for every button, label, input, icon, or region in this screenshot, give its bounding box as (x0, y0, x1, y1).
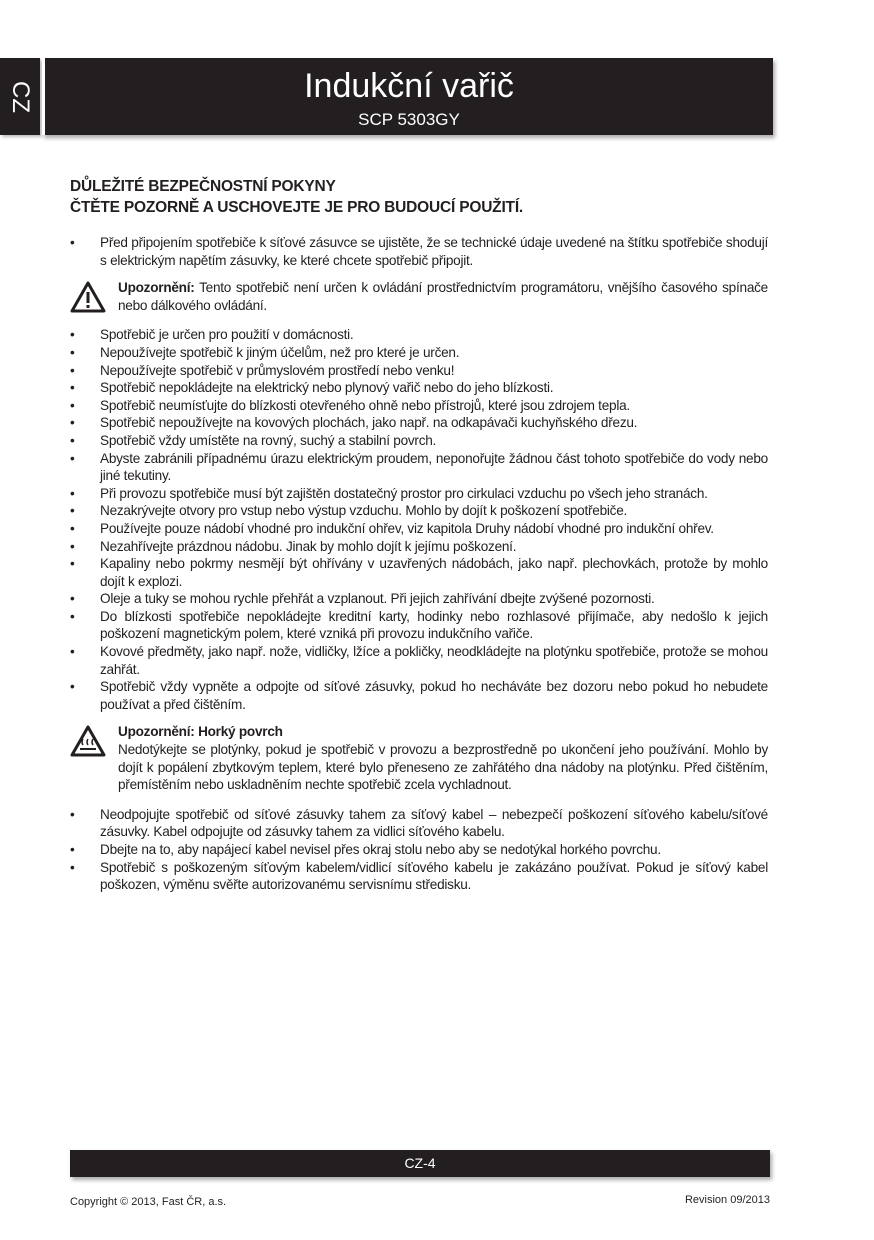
footer-bar (70, 1150, 770, 1177)
list-item-text: Spotřebič s poškozeným síťovým kabelem/vidlicí síťového kabelu je zakázáno používat. Pokud je síťový kabel poškozen, výměnu svěřte autorizovanému servisnímu středisku. (100, 859, 768, 893)
list-item-text: Kapaliny nebo pokrmy nesmějí být ohřívány v uzavřených nádobách, jako např. plechovkách, protože by mohlo dojít k explozi. (100, 556, 768, 589)
list-item (70, 344, 768, 362)
list-item (70, 397, 768, 415)
section-headings (70, 176, 523, 218)
list-item-text: Spotřebič nepoužívejte na kovových plochách, jako např. na odkapávači kuchyňského dřezu. (100, 415, 638, 431)
list-item (70, 806, 768, 841)
list-item (70, 859, 768, 894)
warning-text: Tento spotřebič není určen k ovládání prostřednictvím programátoru, vnějšího časového spínače nebo dálkového ovládání. (118, 280, 768, 313)
language-tab (0, 58, 40, 135)
list-item (70, 538, 768, 556)
language-code: CZ (7, 80, 34, 113)
bullet: • (70, 485, 75, 501)
list-item (70, 590, 768, 608)
list-item (70, 841, 768, 859)
bullet: • (70, 591, 75, 607)
hot-surface-icon (70, 725, 106, 757)
list-item (70, 362, 768, 380)
heading-read-carefully: ČTĚTE POZORNĚ A USCHOVEJTE JE PRO BUDOUCÍ POUŽITÍ. (70, 199, 524, 216)
bullet: • (70, 679, 75, 695)
list-item (70, 414, 768, 432)
warning-remote-control (70, 279, 768, 314)
bullet-list-3 (70, 806, 768, 894)
bullet: • (70, 520, 75, 536)
list-item-text: Do blízkosti spotřebiče nepokládejte kreditní karty, hodinky nebo rozhlasové přijímače, aby nedošlo k jejich poškození magnetickým polem, které vzniká při provozu indukčního vařiče. (100, 608, 768, 642)
list-item-text: Oleje a tuky se mohou rychle přehřát a vzplanout. Při jejich zahřívání dbejte zvýšené pozornosti. (100, 591, 655, 607)
bullet: • (70, 432, 75, 448)
bullet: • (70, 450, 75, 466)
bullet: • (70, 415, 75, 431)
bullet-list-1 (70, 234, 768, 269)
list-item-text: Spotřebič neumísťujte do blízkosti otevřeného ohně nebo přístrojů, které jsou zdrojem tepla. (100, 397, 630, 413)
bullet: • (70, 380, 75, 396)
warning-label: Upozornění: (118, 280, 195, 296)
bullet: • (70, 235, 75, 250)
list-item (70, 643, 768, 678)
bullet: • (70, 842, 75, 857)
bullet: • (70, 327, 75, 343)
bullet-list-2 (70, 326, 768, 713)
bullet: • (70, 556, 75, 572)
list-item-text: Nezakrývejte otvory pro vstup nebo výstup vzduchu. Mohlo by dojít k poškození spotřebiče. (100, 503, 628, 519)
bullet: • (70, 806, 75, 822)
copyright: Copyright © 2013, Fast ČR, a.s. (70, 1196, 227, 1208)
list-item-text: Spotřebič vždy umístěte na rovný, suchý a stabilní povrch. (100, 432, 437, 448)
bullet: • (70, 344, 75, 360)
list-item (70, 678, 768, 713)
list-item-text: Neodpojujte spotřebič od síťové zásuvky tahem za síťový kabel – nebezpečí poškození síťového kabelu/síťové zásuvky. Kabel odpojujte od zásuvky tahem za vidlici síťového kabelu. (100, 806, 768, 840)
warning-triangle-icon (70, 281, 106, 313)
list-item (70, 520, 768, 538)
list-item-text: Spotřebič je určen pro použití v domácnosti. (100, 327, 354, 343)
warning-text: Nedotýkejte se plotýnky, pokud je spotřebič v provozu a bezprostředně po ukončení jeho používání. Mohlo by dojít k popálení zbytkovým teplem, které bylo přeneseno ze zahřátého dna nádoby na plotýnku. Před čištěním, přemístěním nebo uskladněním nechte spotřebič zcela vychladnout. (118, 742, 768, 793)
list-item-text: Spotřebič vždy vypněte a odpojte od síťové zásuvky, pokud ho necháváte bez dozoru nebo pokud ho nebudete používat a před čištěním. (100, 679, 768, 712)
bullet: • (70, 608, 75, 624)
list-item-text: Abyste zabránili případnému úrazu elektrickým proudem, neponořujte žádnou část tohoto spotřebiče do vody nebo jiné tekutiny. (100, 450, 768, 484)
list-item (70, 432, 768, 450)
page-number: CZ-4 (404, 1155, 436, 1171)
list-item (70, 234, 768, 269)
warning-hot-surface (70, 723, 768, 793)
list-item (70, 379, 768, 397)
bullet: • (70, 859, 75, 875)
list-item (70, 502, 768, 520)
list-item (70, 608, 768, 643)
list-item (70, 555, 768, 590)
list-item-text: Používejte pouze nádobí vhodné pro indukční ohřev, viz kapitola Druhy nádobí vhodné pro indukční ohřev. (100, 520, 714, 536)
header-bar (42, 58, 773, 135)
list-item (70, 485, 768, 503)
list-item-text: Spotřebič nepokládejte na elektrický nebo plynový vařič nebo do jeho blízkosti. (100, 380, 554, 396)
list-item-text: Kovové předměty, jako např. nože, vidličky, lžíce a pokličky, neodkládejte na plotýnku spotřebiče, protože se mohou zahřát. (100, 644, 768, 677)
revision: Revision 09/2013 (684, 1194, 770, 1206)
list-item-text: Dbejte na to, aby napájecí kabel nevisel přes okraj stolu nebo aby se nedotýkal horkého povrchu. (100, 842, 661, 857)
bullet: • (70, 397, 75, 413)
list-item (70, 450, 768, 485)
content (70, 234, 768, 904)
list-item-text: Nepoužívejte spotřebič v průmyslovém prostředí nebo venku! (100, 362, 455, 378)
bullet: • (70, 362, 75, 378)
bullet: • (70, 644, 75, 660)
heading-safety: DŮLEŽITÉ BEZPEČNOSTNÍ POKYNY (70, 178, 336, 195)
bullet: • (70, 538, 75, 554)
list-item-text: Při provozu spotřebiče musí být zajištěn dostatečný prostor pro cirkulaci vzduchu po všech jeho stranách. (100, 485, 708, 501)
list-item-text: Nezahřívejte prázdnou nádobu. Jinak by mohlo dojít k jejímu poškození. (100, 538, 517, 554)
bullet: • (70, 503, 75, 519)
model-number: SCP 5303GY (358, 110, 460, 129)
warning-label: Upozornění: Horký povrch (118, 724, 283, 740)
list-item-text: Nepoužívejte spotřebič k jiným účelům, než pro které je určen. (100, 344, 460, 360)
page-title: Indukční vařič (304, 67, 514, 105)
list-item (70, 326, 768, 344)
list-item-text: Před připojením spotřebiče k síťové zásuvce se ujistěte, že se technické údaje uvedené na štítku spotřebiče shodují s elektrickým napětím zásuvky, ke které chcete spotřebič připojit. (100, 235, 768, 268)
